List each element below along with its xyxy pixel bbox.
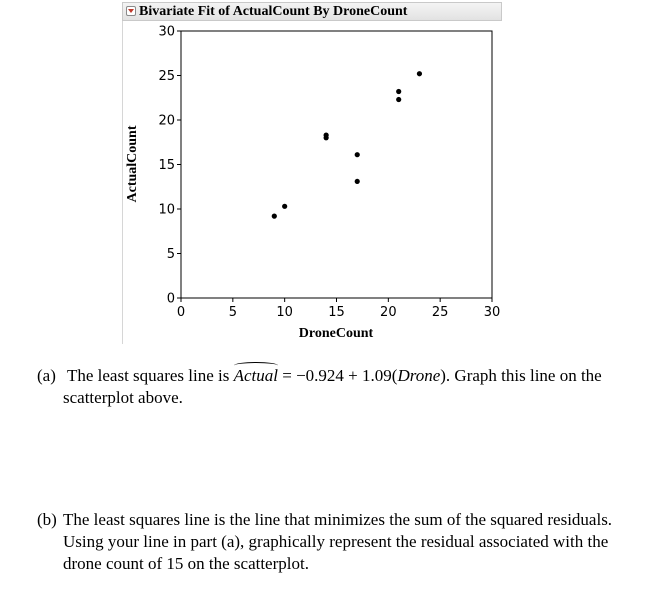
y-tick-label: 10 xyxy=(158,202,175,218)
x-tick-label: 25 xyxy=(431,305,449,320)
regression-equation xyxy=(234,366,455,385)
question-a-label: (a) xyxy=(37,366,56,385)
x-tick-label: 5 xyxy=(228,305,237,320)
y-tick-label: 30 xyxy=(158,24,175,40)
y-axis-label: ActualCount xyxy=(125,125,140,203)
question-b xyxy=(37,509,612,575)
question-a-text-before: The least squares line is xyxy=(66,366,230,385)
equation-response: Actual xyxy=(233,366,278,385)
data-point xyxy=(417,71,422,76)
x-tick-label: 0 xyxy=(176,305,186,320)
panel-title: Bivariate Fit of ActualCount By DroneCount xyxy=(139,4,408,19)
data-point xyxy=(324,133,329,138)
equation-predictor: Drone xyxy=(397,366,441,385)
data-point xyxy=(282,204,287,209)
y-tick-label: 15 xyxy=(158,158,175,173)
y-tick-label: 20 xyxy=(158,113,175,129)
x-axis xyxy=(177,298,500,320)
y-tick-label: 0 xyxy=(166,291,175,307)
question-a xyxy=(37,365,602,409)
question-a-continuation: scatterplot above. xyxy=(63,388,183,407)
question-b-line3: drone count of 15 on the scatterplot. xyxy=(63,554,309,573)
question-b-label: (b) xyxy=(37,510,57,529)
x-tick-label: 15 xyxy=(328,305,345,320)
y-tick-label: 25 xyxy=(158,69,175,84)
x-axis-label: DroneCount xyxy=(298,326,374,341)
question-a-text-after: Graph this line on the xyxy=(454,366,602,385)
data-point xyxy=(396,97,401,102)
equation-paren-close: ). xyxy=(440,366,451,385)
x-tick-label: 10 xyxy=(276,305,293,320)
x-tick-label: 20 xyxy=(380,305,397,320)
data-point xyxy=(272,214,277,219)
plot-frame xyxy=(181,31,492,298)
y-tick-label: 5 xyxy=(166,247,175,262)
equation-coefficients: = −0.924 + 1.09 xyxy=(282,366,392,385)
question-b-line1: The least squares line is the line that minimizes the sum of the squared residuals. xyxy=(63,510,613,529)
x-tick-label: 30 xyxy=(483,305,501,320)
data-point xyxy=(396,89,401,94)
equation-paren-open: ( xyxy=(391,366,398,385)
question-b-line2: Using your line in part (a), graphically represent the residual associated with the xyxy=(63,532,609,551)
data-point xyxy=(355,179,360,184)
y-axis xyxy=(158,25,181,307)
data-point xyxy=(355,152,360,157)
